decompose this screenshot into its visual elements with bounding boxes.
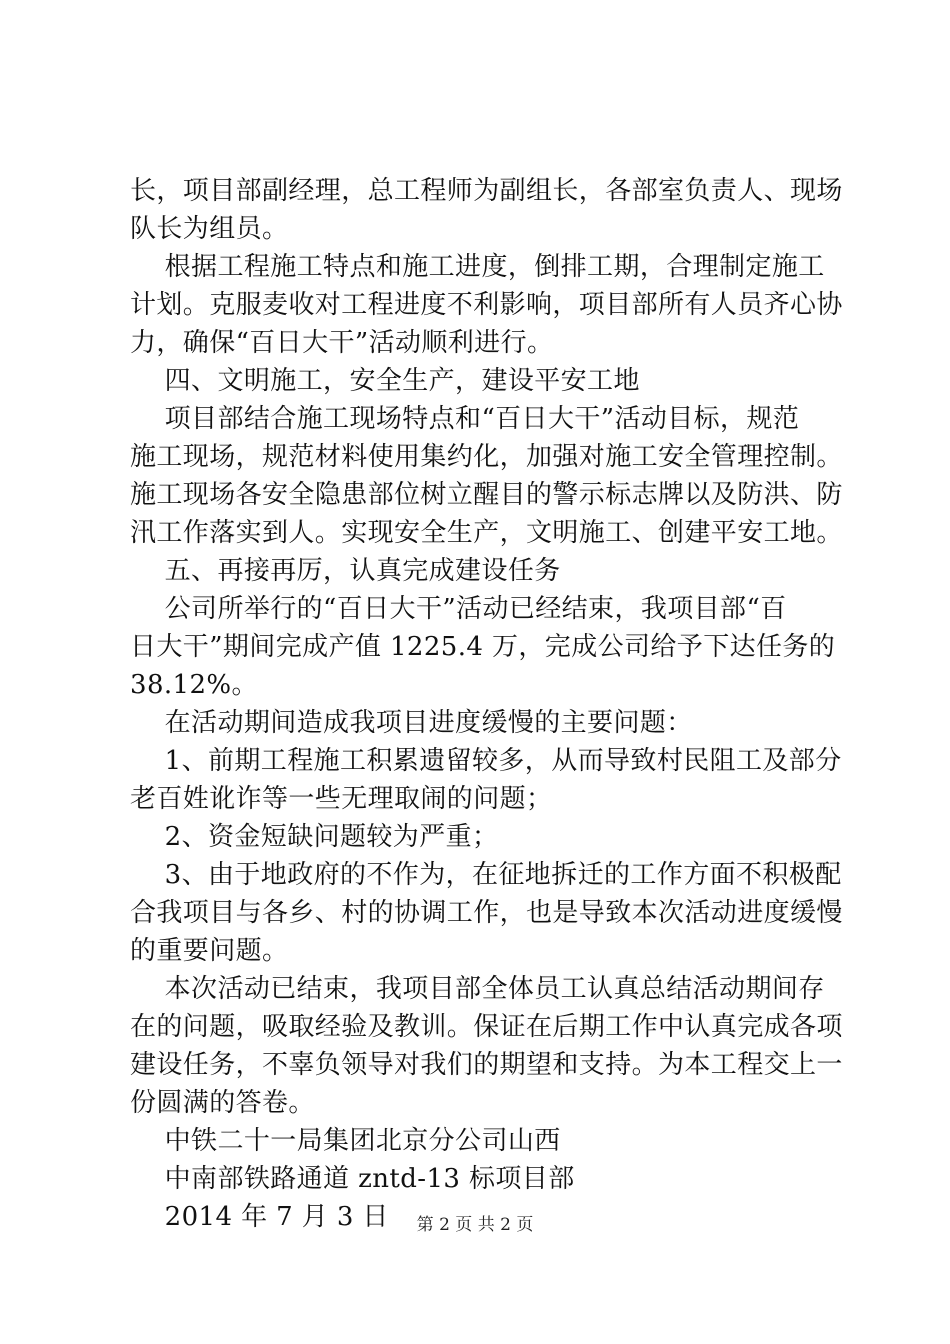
text-line: 根据工程施工特点和施工进度，倒排工期，合理制定施工	[130, 252, 825, 282]
list-item: 2、资金短缺问题较为严重；	[130, 822, 499, 852]
text-line: 38.12%。	[130, 670, 258, 700]
text-line: 建设任务，不辜负领导对我们的期望和支持。为本工程交上一	[130, 1050, 843, 1080]
text-line: 份圆满的答卷。	[130, 1088, 315, 1118]
text-line: 项目部结合施工现场特点和“百日大干”活动目标，规范	[130, 404, 800, 434]
signature-org: 中铁二十一局集团北京分公司山西	[130, 1126, 561, 1156]
page-number-footer: 第 2 页 共 2 页	[416, 1215, 534, 1235]
signature-date: 2014 年 7 月 3 日	[130, 1202, 389, 1232]
text-line: 的重要问题。	[130, 936, 289, 966]
text-line: 施工现场各安全隐患部位树立醒目的警示标志牌以及防洪、防	[130, 480, 843, 510]
section-heading: 五、再接再厉，认真完成建设任务	[130, 556, 561, 586]
text-line: 合我项目与各乡、村的协调工作，也是导致本次活动进度缓慢	[130, 898, 843, 928]
text-line: 计划。克服麦收对工程进度不利影响，项目部所有人员齐心协	[130, 290, 843, 320]
text-line: 施工现场，规范材料使用集约化，加强对施工安全管理控制。	[130, 442, 843, 472]
text-line: 队长为组员。	[130, 214, 289, 244]
signature-dept: 中南部铁路通道 zntd-13 标项目部	[130, 1164, 575, 1194]
list-item: 3、由于地政府的不作为，在征地拆迁的工作方面不积极配	[130, 860, 842, 890]
list-item: 1、前期工程施工积累遗留较多，从而导致村民阻工及部分	[130, 746, 842, 776]
text-line: 本次活动已结束，我项目部全体员工认真总结活动期间存	[130, 974, 825, 1004]
section-heading: 四、文明施工，安全生产，建设平安工地	[130, 366, 640, 396]
text-line: 力，确保“百日大干”活动顺利进行。	[130, 328, 554, 358]
text-line: 公司所举行的“百日大干”活动已经结束，我项目部“百	[130, 594, 787, 624]
text-line: 在的问题，吸取经验及教训。保证在后期工作中认真完成各项	[130, 1012, 843, 1042]
text-line: 在活动期间造成我项目进度缓慢的主要问题：	[130, 708, 693, 738]
text-line: 汛工作落实到人。实现安全生产，文明施工、创建平安工地。	[130, 518, 843, 548]
text-line: 日大干”期间完成产值 1225.4 万，完成公司给予下达任务的	[130, 632, 836, 662]
document-body	[130, 172, 843, 1236]
text-line: 老百姓讹诈等一些无理取闹的问题；	[130, 784, 553, 814]
text-line: 长，项目部副经理，总工程师为副组长，各部室负责人、现场	[130, 176, 843, 206]
